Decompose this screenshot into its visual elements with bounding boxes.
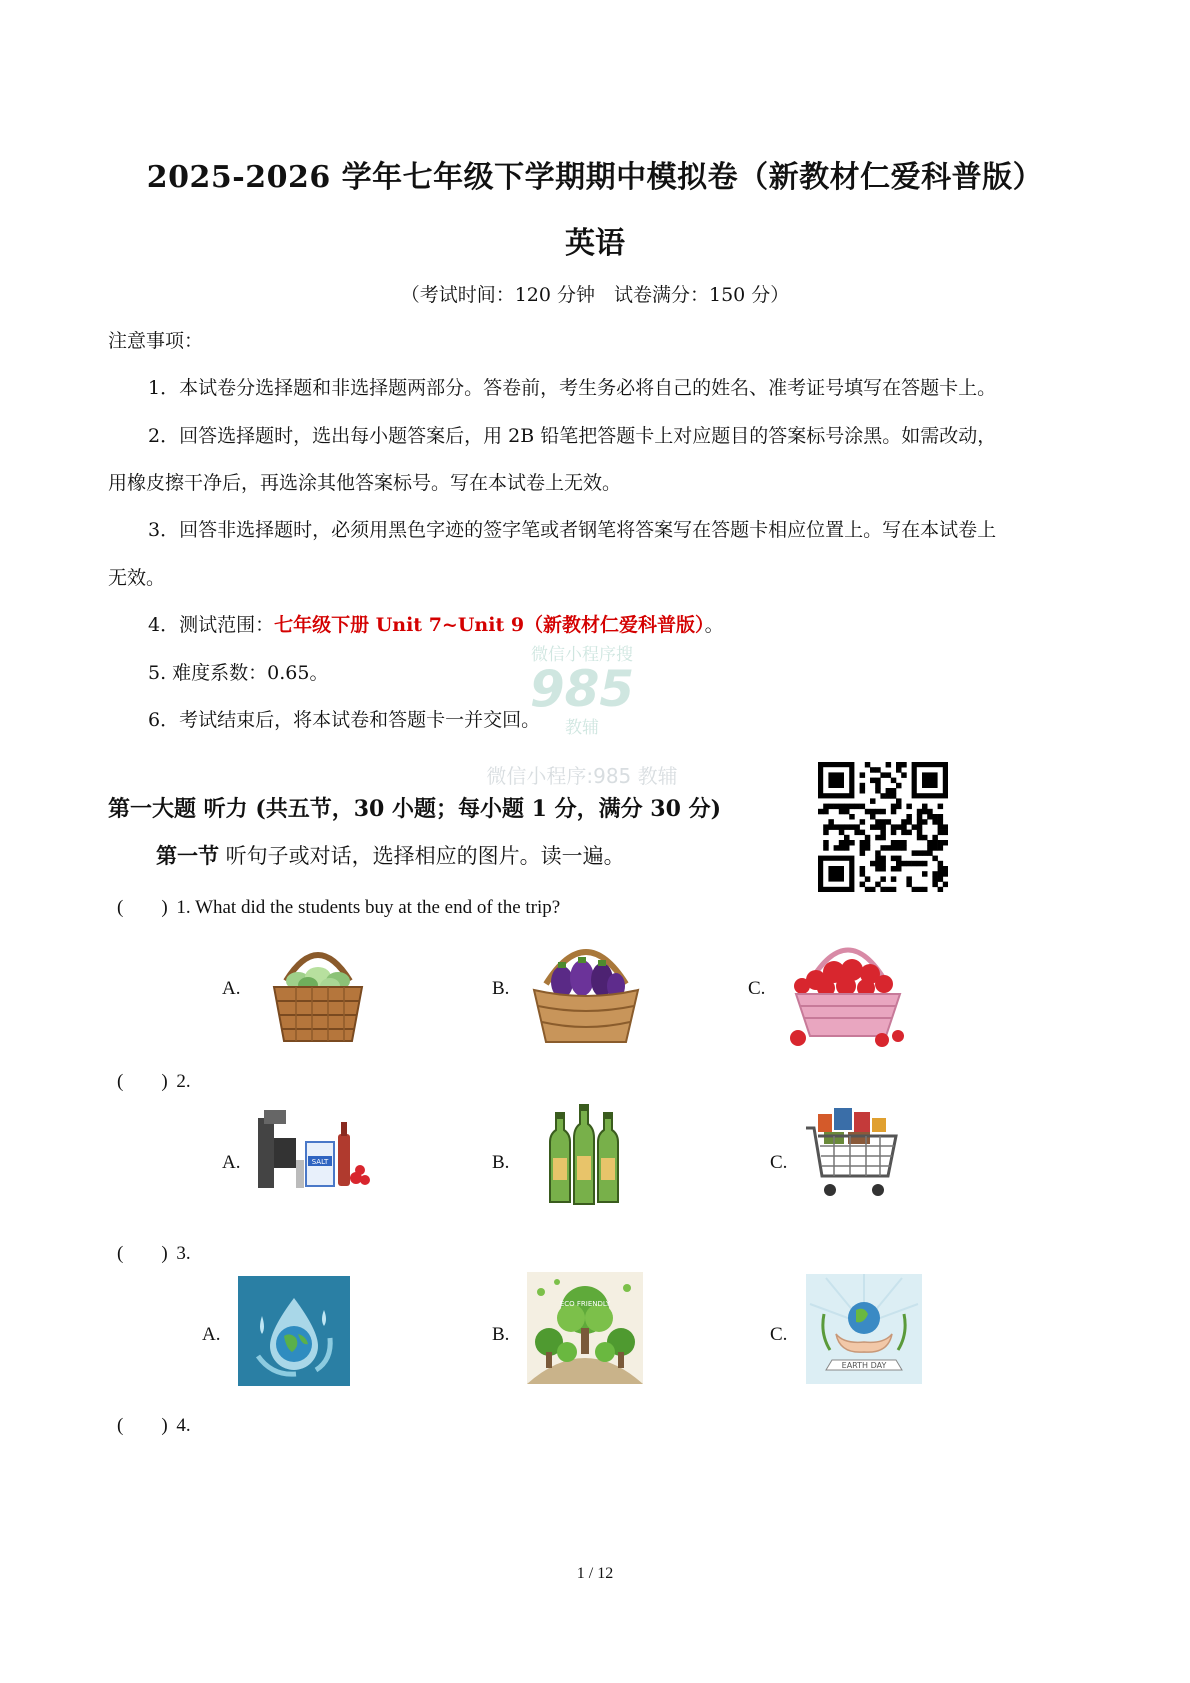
strawberry-basket-image xyxy=(788,924,908,1050)
q2-option-c[interactable]: C. xyxy=(770,1152,788,1173)
q3-option-c[interactable]: C. xyxy=(770,1324,788,1345)
question-1-text: 1. What did the students buy at the end of the trip? xyxy=(176,897,561,918)
notice-item-2a: 2．回答选择题时，选出每小题答案后，用 2B 铅笔把答题卡上对应题目的答案标号涂黑。如需改动， xyxy=(148,425,997,447)
answer-blank[interactable]: ( ) xyxy=(117,897,168,918)
answer-blank[interactable]: ( ) xyxy=(117,1243,168,1264)
notice-item-6: 6．考试结束后，将本试卷和答题卡一并交回。 xyxy=(148,709,541,731)
answer-blank[interactable]: ( ) xyxy=(117,1071,168,1092)
q1-option-a[interactable]: A. xyxy=(222,978,241,999)
notice-item-1: 1．本试卷分选择题和非选择题两部分。答卷前，考生务必将自己的姓名、准考证号填写在答题卡上。 xyxy=(148,377,997,399)
eco-friendly-trees-image xyxy=(527,1272,643,1384)
notice-item-4-prefix: 4．测试范围： xyxy=(148,614,275,636)
question-2 xyxy=(117,1066,191,1093)
notice-item-4 xyxy=(148,610,724,637)
question-1 xyxy=(117,892,560,919)
watermark-line-1: 微信小程序搜 xyxy=(531,645,633,665)
notice-item-3b: 无效。 xyxy=(108,567,166,589)
page-number: 1 / 12 xyxy=(576,1565,614,1582)
question-3 xyxy=(117,1238,191,1265)
notice-item-2b: 用橡皮擦干净后，再选涂其他答案标号。写在本试卷上无效。 xyxy=(108,472,622,494)
part-1-instructions: 听句子或对话，选择相应的图片。读一遍。 xyxy=(219,844,625,868)
qr-code[interactable] xyxy=(818,762,948,892)
question-4-text: 4. xyxy=(176,1415,191,1436)
q1-option-b[interactable]: B. xyxy=(492,978,510,999)
section-1-part-1 xyxy=(156,840,625,870)
notice-item-4-scope: 七年级下册 Unit 7~Unit 9（新教材仁爱科普版） xyxy=(274,614,705,636)
notice-item-5: 5. 难度系数：0.65。 xyxy=(148,662,329,684)
q2-option-b[interactable]: B. xyxy=(492,1152,510,1173)
watermark xyxy=(482,640,682,790)
part-1-label: 第一节 xyxy=(156,843,219,868)
salt-label: SALT xyxy=(311,1158,329,1166)
exam-info: （考试时间：120 分钟 试卷满分：150 分） xyxy=(400,284,790,306)
answer-blank[interactable]: ( ) xyxy=(117,1415,168,1436)
checkout-groceries-image xyxy=(256,1108,372,1192)
earth-day-label: EARTH DAY xyxy=(841,1361,887,1370)
q3-option-a[interactable]: A. xyxy=(202,1324,221,1345)
exam-subject: 英语 xyxy=(565,226,625,261)
question-4 xyxy=(117,1410,191,1437)
eco-friendly-label: ECO FRIENDLY xyxy=(559,1300,611,1308)
q1-option-c[interactable]: C. xyxy=(748,978,766,999)
water-earth-image xyxy=(238,1276,350,1386)
q3-option-b[interactable]: B. xyxy=(492,1324,510,1345)
green-bottles-image xyxy=(544,1104,624,1208)
shopping-cart-image xyxy=(804,1106,900,1198)
eggplant-basket-image xyxy=(530,928,642,1048)
q2-option-a[interactable]: A. xyxy=(222,1152,241,1173)
question-3-text: 3. xyxy=(176,1243,191,1264)
earth-day-image xyxy=(806,1274,922,1384)
vegetable-basket-image xyxy=(268,935,368,1047)
section-1-heading: 第一大题 听力 (共五节，30 小题；每小题 1 分，满分 30 分) xyxy=(108,796,721,822)
watermark-line-4: 微信小程序:985 教辅 xyxy=(486,764,678,788)
question-2-text: 2. xyxy=(176,1071,191,1092)
watermark-line-2: 985 xyxy=(529,660,635,718)
notice-item-4-suffix: 。 xyxy=(704,614,724,636)
notice-item-3a: 3．回答非选择题时，必须用黑色字迹的签字笔或者钢笔将答案写在答题卡相应位置上。写在本试卷上 xyxy=(148,519,997,541)
watermark-line-3: 教辅 xyxy=(565,718,599,738)
notice-heading: 注意事项： xyxy=(108,330,204,352)
exam-title: 2025-2026 学年七年级下学期期中模拟卷（新教材仁爱科普版） xyxy=(146,160,1044,195)
